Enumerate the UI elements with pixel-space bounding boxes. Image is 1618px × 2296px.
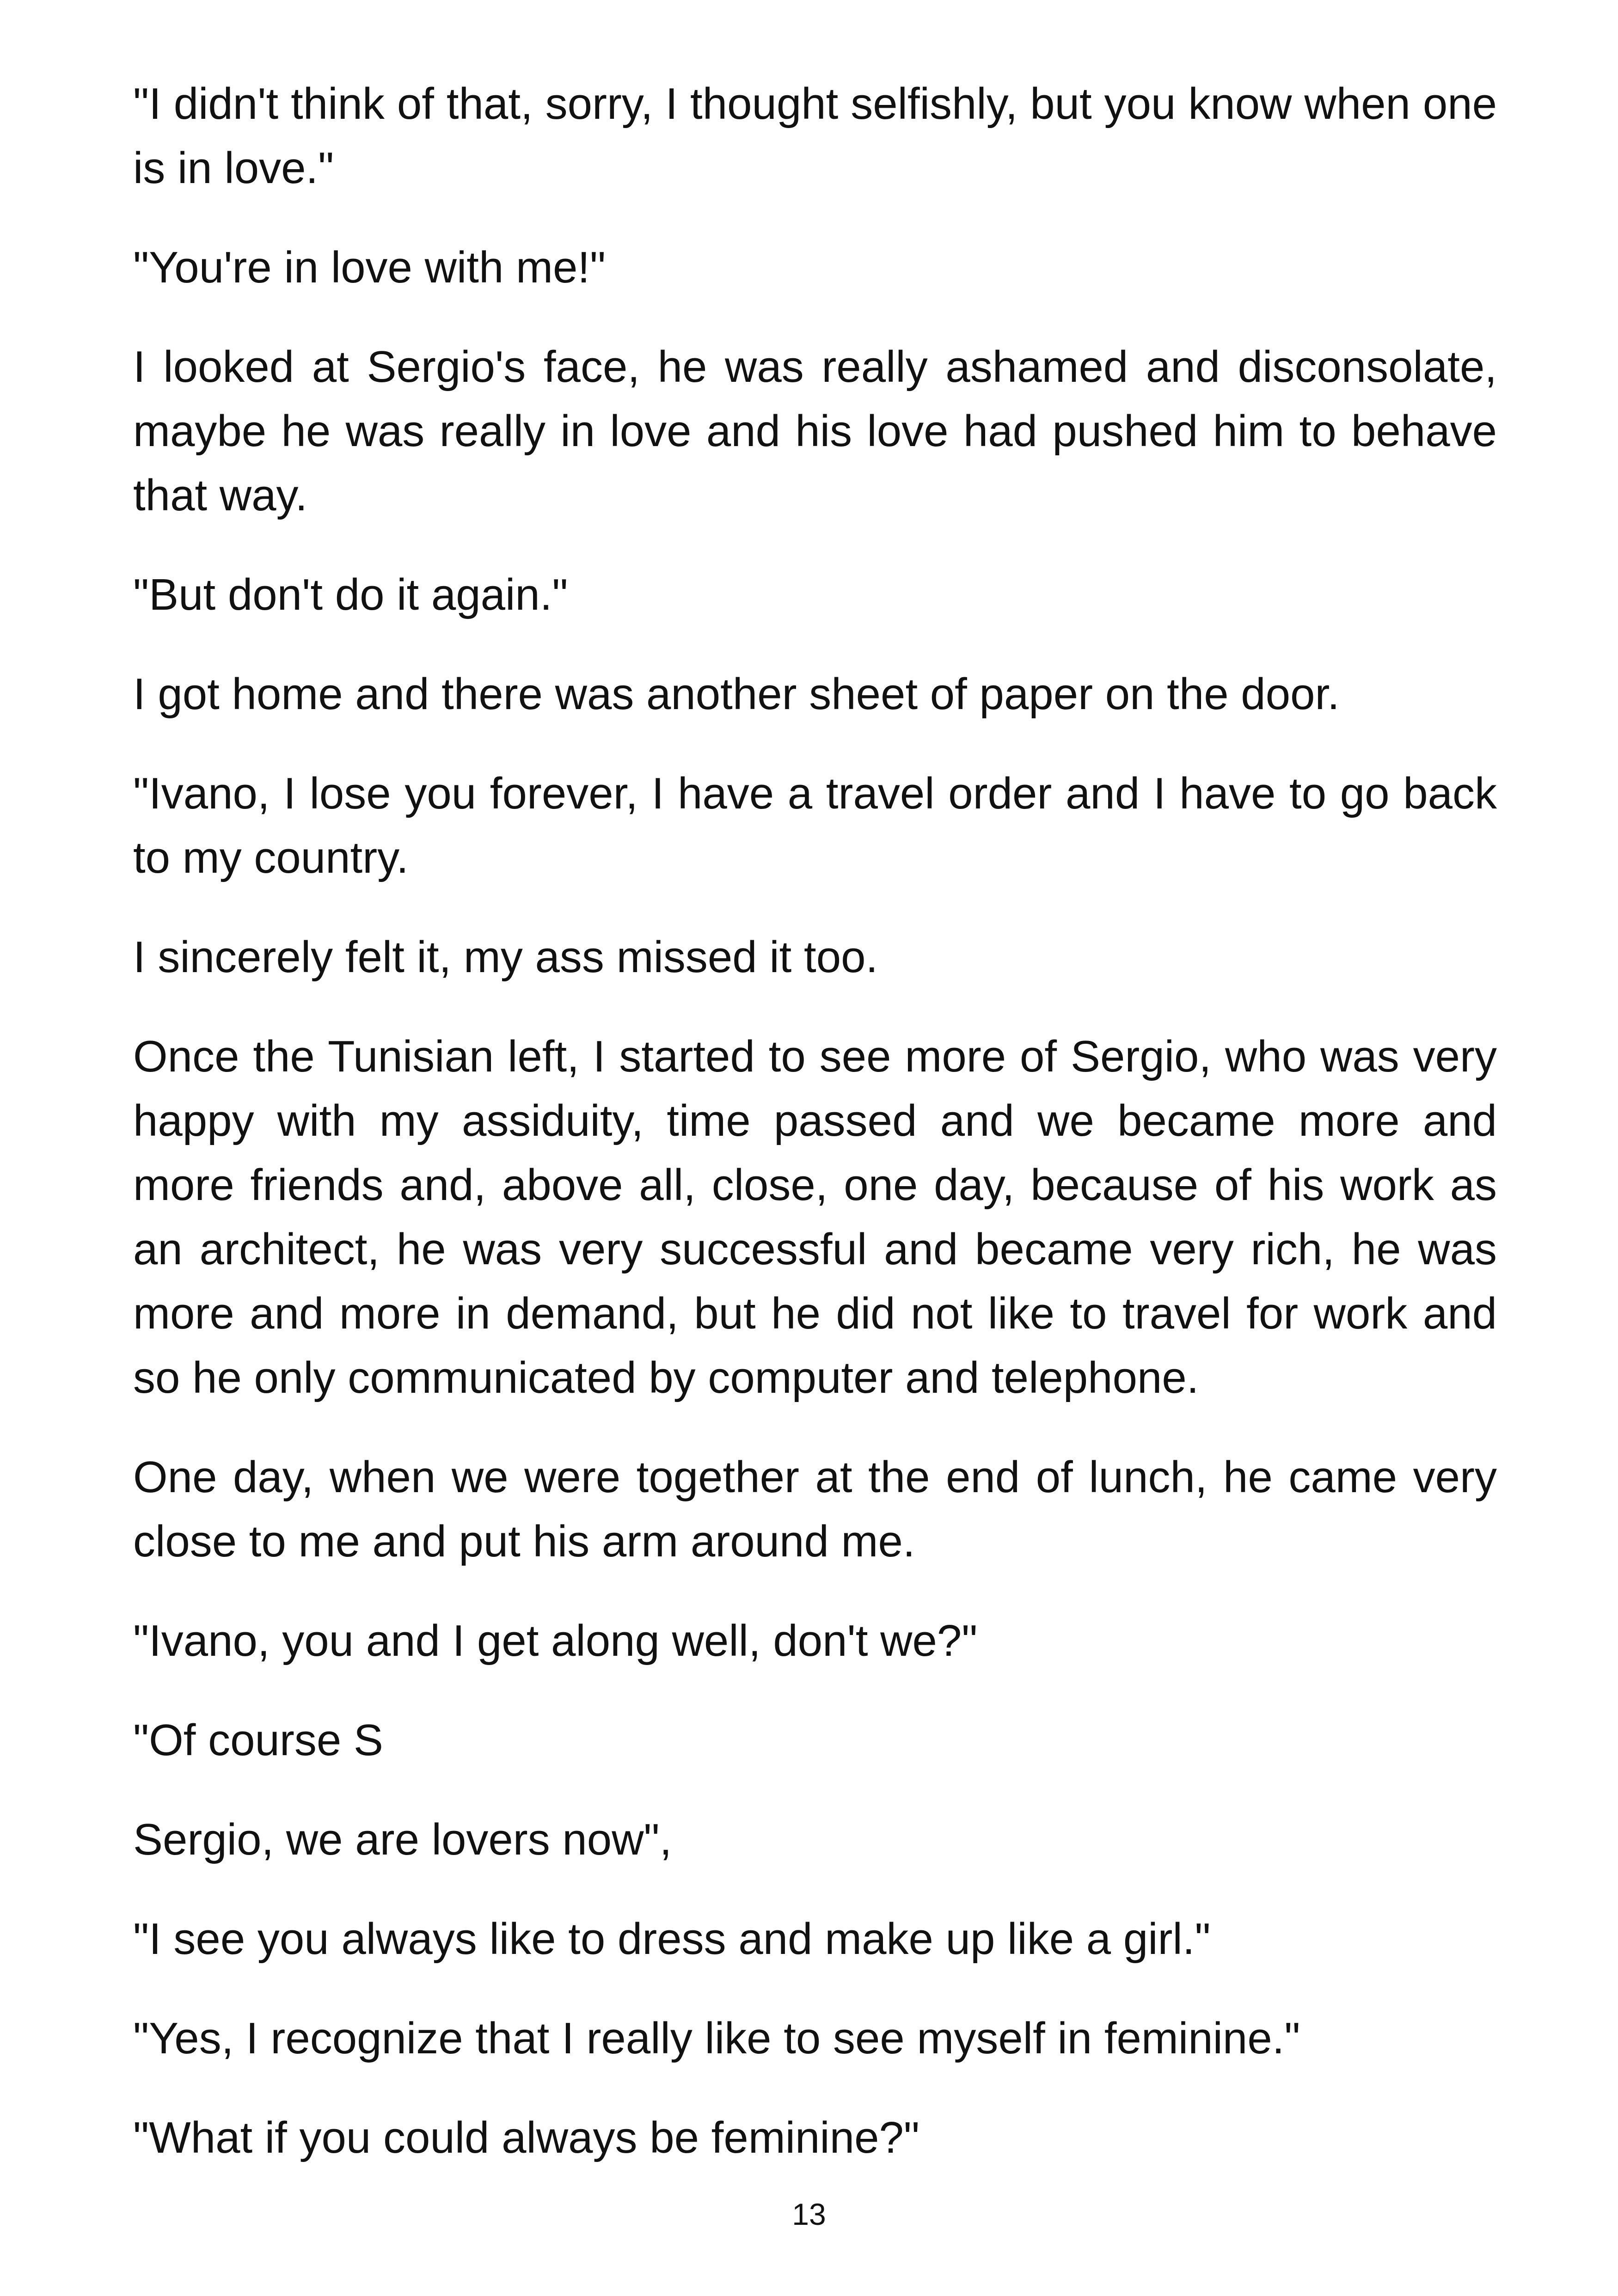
paragraph: "Yes, I recognize that I really like to see myself in feminine." <box>133 2014 1300 2063</box>
paragraph: I got home and there was another sheet of paper on the door. <box>133 669 1340 719</box>
paragraph: I looked at Sergio's face, he was really ashamed and disconsolate, maybe he was really in love and his love had pushed him to behave that way. <box>133 342 1497 520</box>
paragraph: I sincerely felt it, my ass missed it too. <box>133 932 878 982</box>
paragraph: Sergio, we are lovers now", <box>133 1815 672 1864</box>
paragraph: "You're in love with me!" <box>133 243 606 292</box>
paragraph: "Ivano, I lose you forever, I have a travel order and I have to go back to my country. <box>133 769 1497 882</box>
paragraph: "Of course S <box>133 1715 383 1765</box>
paragraph: "What if you could always be feminine?" <box>133 2113 919 2162</box>
paragraph: "Ivano, you and I get along well, don't we?" <box>133 1616 978 1665</box>
body-text <box>133 72 1497 2205</box>
paragraph: "I see you always like to dress and make up like a girl." <box>133 1914 1211 1964</box>
paragraph: "But don't do it again." <box>133 570 568 619</box>
paragraph: One day, when we were together at the end of lunch, he came very close to me and put his arm around me. <box>133 1452 1497 1566</box>
paragraph: "I didn't think of that, sorry, I thought selfishly, but you know when one is in love." <box>133 79 1497 193</box>
page-number: 13 <box>792 2197 826 2231</box>
paragraph: Once the Tunisian left, I started to see more of Sergio, who was very happy with my assiduity, time passed and we became more and more friends and, above all, close, one day, because of his work as an architect, he was very successful and became very rich, he was more and more in demand, but he did not like to travel for work and so he only communicated by computer and telephone. <box>133 1032 1497 1402</box>
